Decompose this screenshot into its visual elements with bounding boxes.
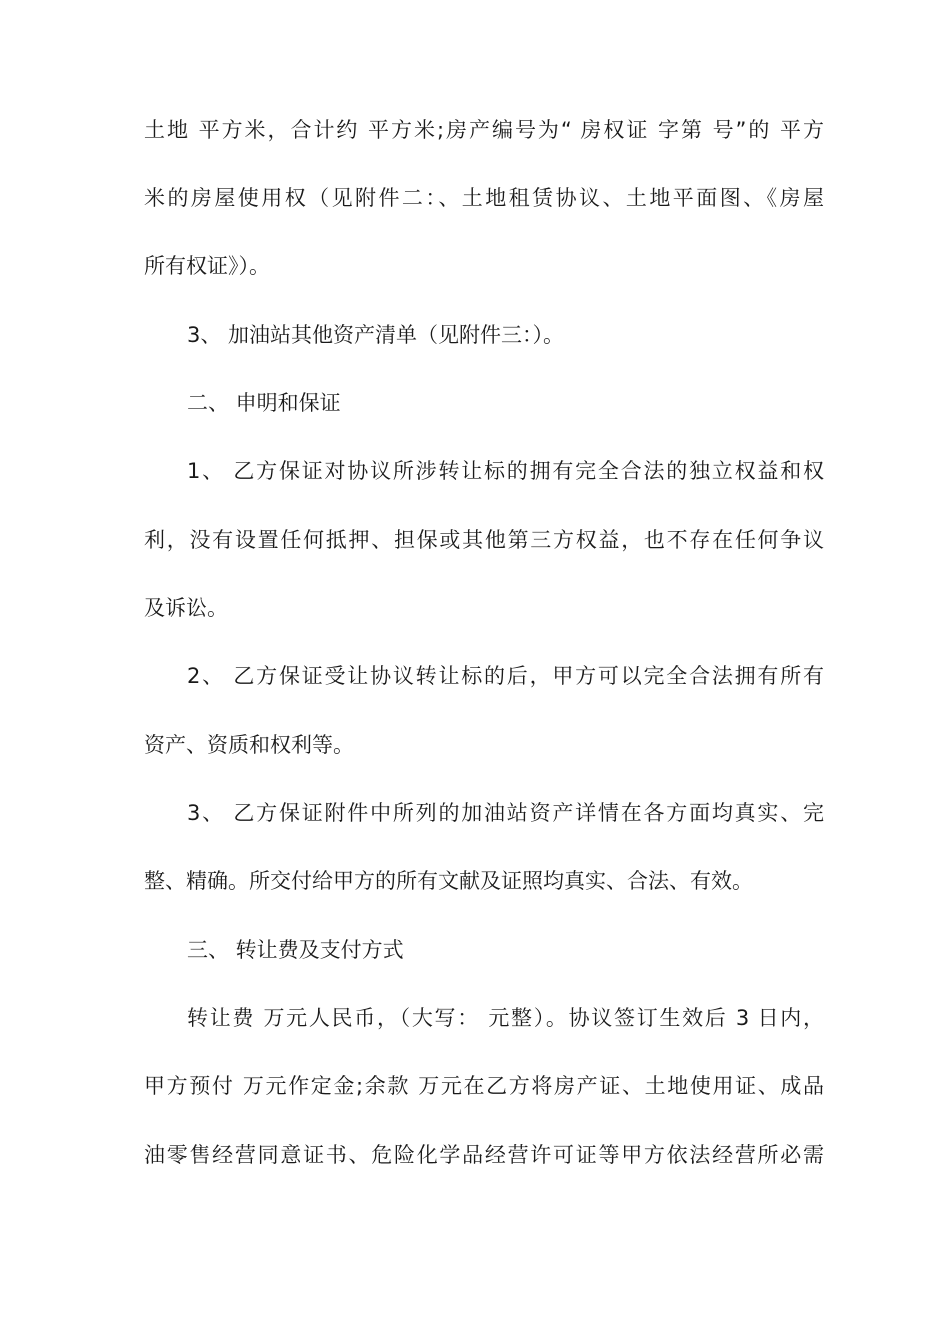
text-line: 资产、资质和权利等。 xyxy=(144,733,354,757)
list-item: 3、 加油站其他资产清单（见附件三：）。 xyxy=(187,323,565,347)
text-line: 所有权证》）。 xyxy=(144,254,270,278)
list-item: 3、 乙方保证附件中所列的加油站资产详情在各方面均真实、完 xyxy=(187,801,824,825)
list-item: 2、 乙方保证受让协议转让标的后，甲方可以完全合法拥有所有 xyxy=(187,664,824,688)
section-heading: 二、 申明和保证 xyxy=(187,391,341,415)
section-heading: 三、 转让费及支付方式 xyxy=(187,938,404,962)
text-line: 米的房屋使用权（见附件二：、土地租赁协议、土地平面图、《房屋 xyxy=(144,186,824,210)
text-line: 土地 平方米，合计约 平方米;房产编号为“ 房权证 字第 号”的 平方 xyxy=(144,118,824,142)
list-item: 1、 乙方保证对协议所涉转让标的拥有完全合法的独立权益和权 xyxy=(187,459,824,483)
text-line: 整、精确。所交付给甲方的所有文献及证照均真实、合法、有效。 xyxy=(144,869,753,893)
text-line: 油零售经营同意证书、危险化学品经营许可证等甲方依法经营所必需 xyxy=(144,1143,824,1167)
text-line: 利，没有设置任何抵押、担保或其他第三方权益，也不存在任何争议 xyxy=(144,528,824,552)
text-line: 甲方预付 万元作定金;余款 万元在乙方将房产证、土地使用证、成品 xyxy=(144,1074,824,1098)
text-line: 转让费 万元人民币，（大写： 元整）。协议签订生效后 3 日内， xyxy=(187,1006,824,1030)
text-line: 及诉讼。 xyxy=(144,596,228,620)
